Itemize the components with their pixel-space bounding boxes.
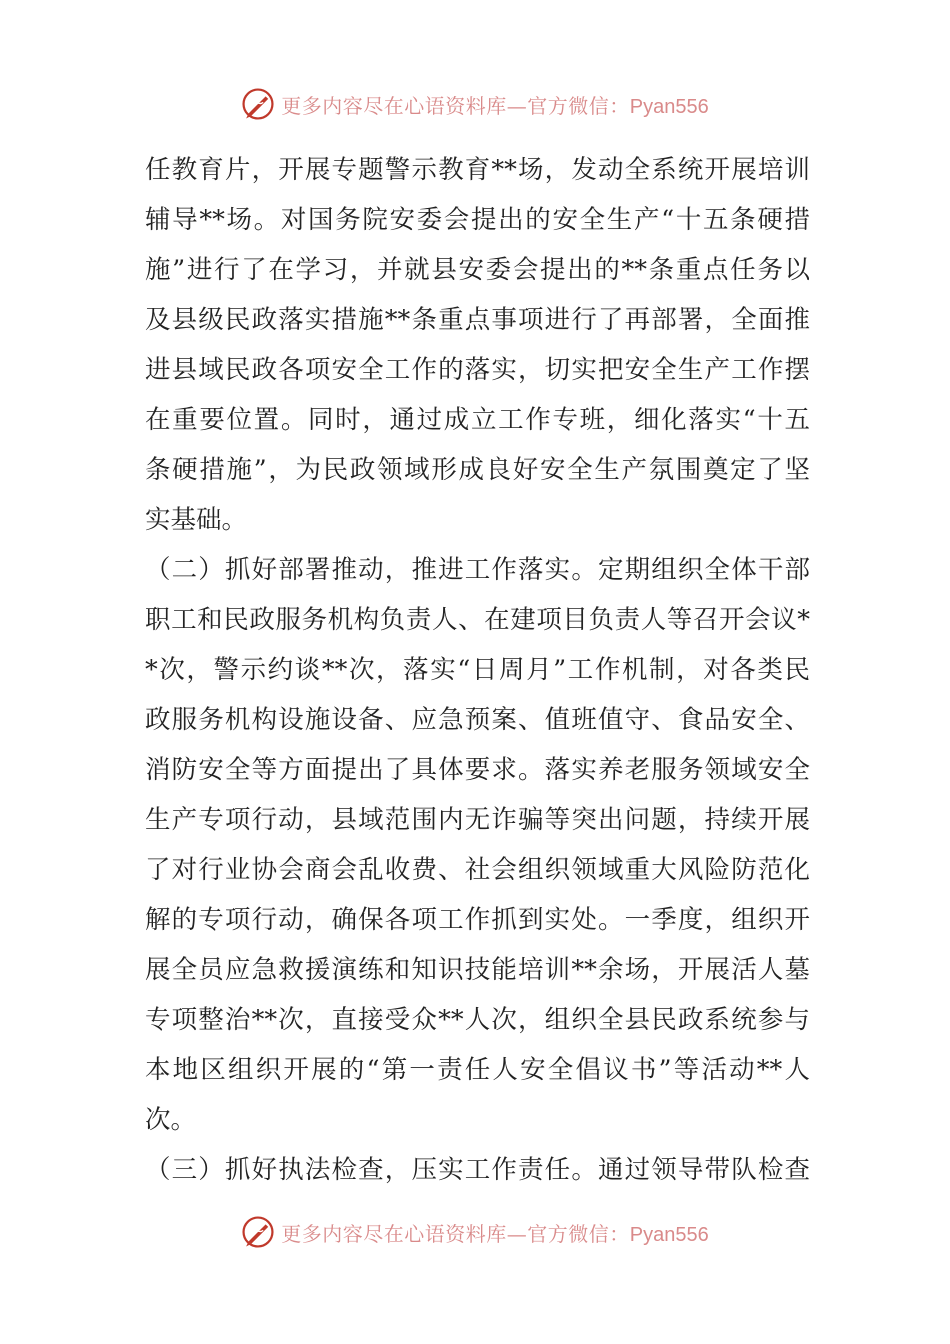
body-line: 施”进行了在学习，并就县安委会提出的**条重点任务以 [145,255,810,285]
footer-banner-label: 更多内容尽在心语资料库—官方微信： [281,1221,630,1246]
body-line: 进县域民政各项安全工作的落实，切实把安全生产工作摆 [145,355,810,385]
body-line: 生产专项行动，县域范围内无诈骗等突出问题，持续开展 [145,805,810,835]
body-line: 专项整治**次，直接受众**人次，组织全县民政系统参与 [145,1005,810,1035]
footer-wechat-id: Pyan556 [629,1223,709,1246]
body-line: 辅导**场。对国务院安委会提出的安全生产“十五条硬措 [145,205,810,235]
body-line: 任教育片，开展专题警示教育**场，发动全系统开展培训 [145,155,810,185]
body-line: （二）抓好部署推动，推进工作落实。定期组织全体干部 [145,555,810,585]
body-line: 展全员应急救援演练和知识技能培训**余场，开展活人墓 [145,955,810,985]
body-line: 次。 [145,1105,197,1135]
body-line: 在重要位置。同时，通过成立工作专班，细化落实“十五 [145,405,810,435]
header-banner [0,84,950,124]
body-line: 了对行业协会商会乱收费、社会组织领域重大风险防范化 [145,855,810,885]
body-line: 消防安全等方面提出了具体要求。落实养老服务领域安全 [145,755,810,785]
body-line: 实基础。 [145,505,248,535]
header-wechat-id: Pyan556 [629,95,709,118]
body-line: 及县级民政落实措施**条重点事项进行了再部署，全面推 [145,305,810,335]
body-line: 条硬措施”，为民政领域形成良好安全生产氛围奠定了坚 [145,455,810,485]
footer-banner-text [281,1218,708,1247]
header-banner-label: 更多内容尽在心语资料库—官方微信： [281,93,630,118]
footer-banner [0,1212,950,1252]
document-body [145,145,810,1195]
body-line: 职工和民政服务机构负责人、在建项目负责人等召开会议* [145,605,810,635]
body-line: （三）抓好执法检查，压实工作责任。通过领导带队检查 [145,1155,810,1185]
pen-logo-icon [241,87,275,121]
pen-logo-icon [241,1215,275,1249]
body-line: *次，警示约谈**次，落实“日周月”工作机制，对各类民 [145,655,810,685]
body-line: 解的专项行动，确保各项工作抓到实处。一季度，组织开 [145,905,810,935]
header-banner-text [281,90,708,119]
body-line: 政服务机构设施设备、应急预案、值班值守、食品安全、 [145,705,810,735]
body-line: 本地区组织开展的“第一责任人安全倡议书”等活动**人 [145,1055,810,1085]
